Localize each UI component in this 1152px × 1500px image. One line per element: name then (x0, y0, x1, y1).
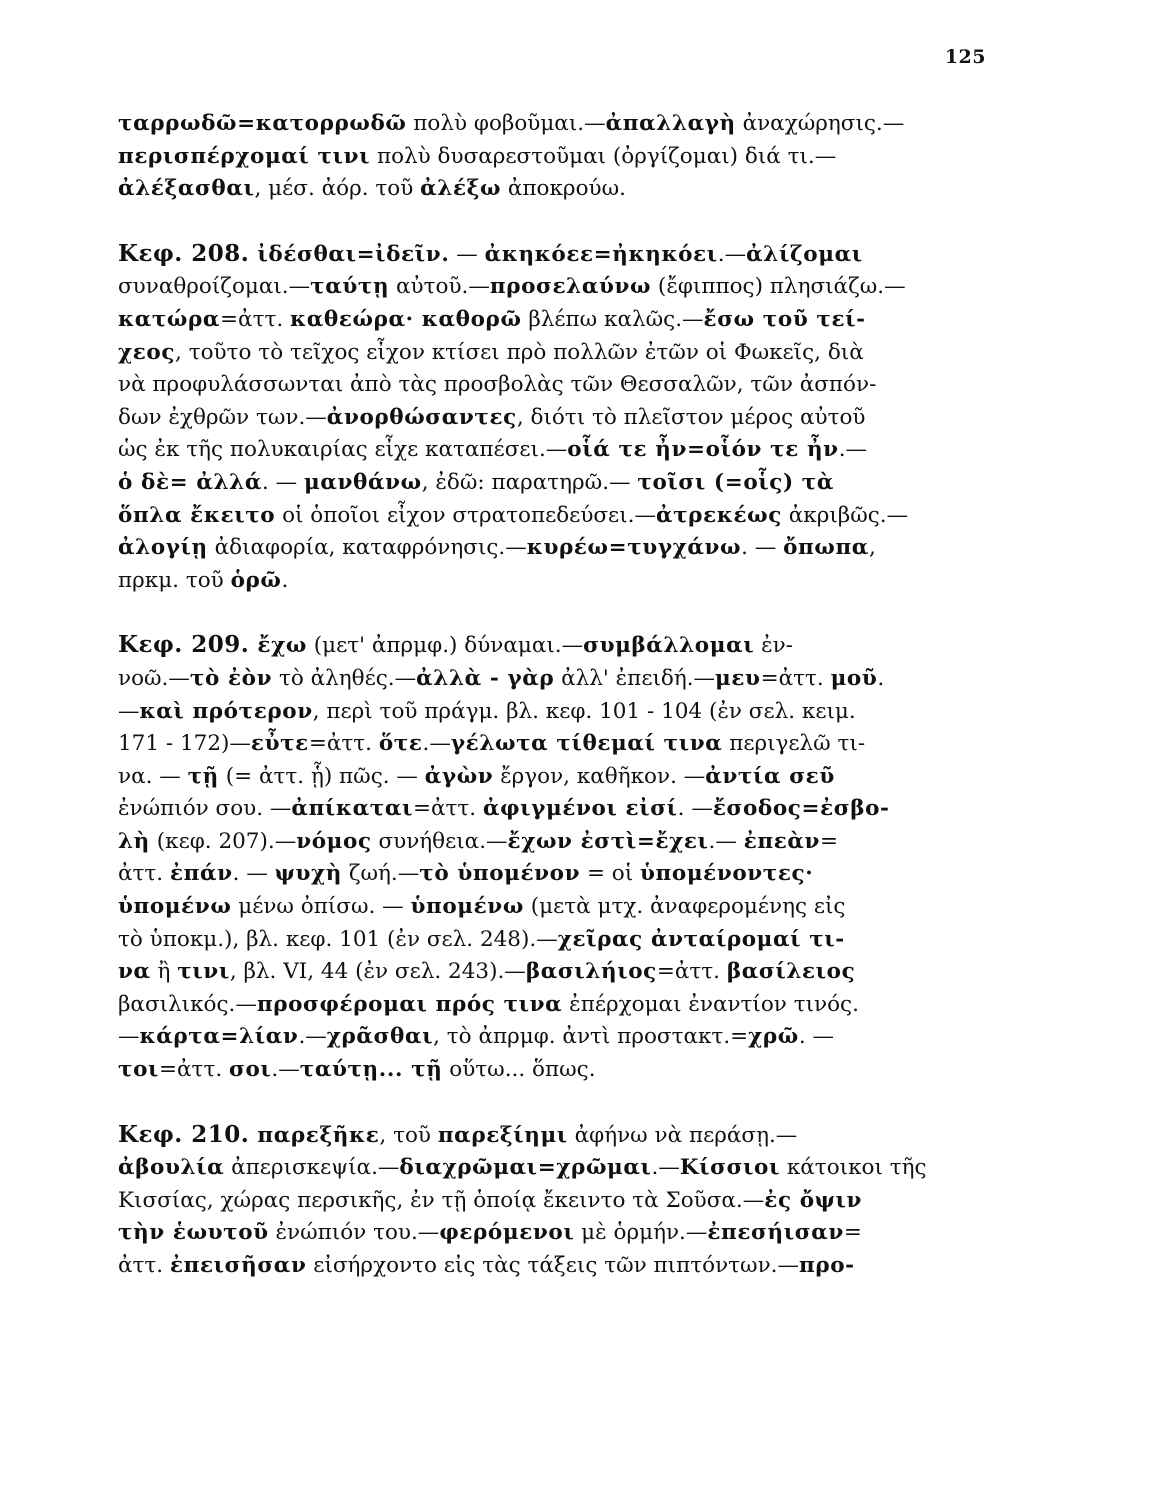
lemma-term: ἀλογίῃ (118, 535, 208, 561)
lemma-term: ὁ δὲ= ἀλλά (118, 469, 262, 495)
gloss-text: 171 - 172)— (118, 731, 251, 757)
lemma-term: ἔχω (249, 633, 307, 659)
lemma-term: ἀκηκόεε=ἠκηκόει (484, 241, 718, 267)
paragraph-gap (118, 206, 990, 238)
gloss-text: ἀφήνω νὰ περάσῃ.— (567, 1122, 798, 1148)
text-line (118, 304, 990, 337)
lemma-term: ἐπεσήισαν (707, 1220, 844, 1246)
paragraph-gap (118, 1087, 990, 1119)
gloss-text: νοῶ.— (118, 665, 190, 691)
gloss-text: .— (422, 731, 451, 757)
gloss-text: , τοῦ (379, 1122, 438, 1148)
text-line (118, 238, 990, 272)
lemma-term: ἀντία σεῦ (705, 763, 835, 789)
lemma-term: μοῦ (830, 665, 878, 691)
lemma-term: χεος (118, 339, 176, 365)
gloss-text: . (281, 567, 289, 593)
lemma-term: τινι (177, 959, 230, 985)
gloss-text: ἀλλ' ἐπειδή.— (554, 665, 716, 691)
chapter-heading: Κεφ. 208. (118, 239, 250, 267)
text-line (118, 337, 990, 370)
lemma-term: Κίσσιοι (679, 1155, 781, 1181)
lemma-term: ψυχὴ (274, 861, 343, 887)
gloss-text: (κεφ. 207).— (149, 828, 297, 854)
lemma-term: τῇ (187, 763, 219, 789)
gloss-text: μὲ ὁρμήν.— (574, 1220, 708, 1246)
glossary-text (118, 108, 990, 1283)
text-line (118, 826, 990, 859)
lemma-term: προσελαύνω (489, 274, 652, 300)
lemma-term: συμβάλλομαι (583, 633, 755, 659)
text-line (118, 1021, 990, 1054)
gloss-text: εἰσήρχοντο εἰς τὰς τάξεις τῶν πιπτόντων.— (306, 1253, 799, 1278)
lemma-term: ἀπίκαται (291, 796, 413, 822)
text-line (118, 1185, 990, 1218)
paragraph (118, 629, 990, 1086)
paragraph-gap (118, 597, 990, 629)
text-line (118, 1217, 990, 1250)
lemma-term: ὑπομένοντες· (640, 861, 814, 887)
lemma-term: χρᾶσθαι (326, 1024, 434, 1050)
page-number: 125 (944, 46, 986, 68)
gloss-text: δων ἐχθρῶν των.— (118, 404, 327, 430)
lemma-term: ὅπλα ἔκειτο (118, 502, 276, 528)
gloss-text: (= ἀττ. ᾗ) πῶς. — (218, 763, 425, 789)
gloss-text: βασιλικός.— (118, 991, 257, 1017)
text-line (118, 173, 990, 206)
lemma-term: γέλωτα τίθεμαί τινα (450, 731, 723, 757)
lemma-term: κυρέω=τυγχάνω (526, 535, 742, 561)
gloss-text: =ἀττ. (220, 306, 291, 332)
lemma-term: διαχρῶμαι=χρῶμαι (399, 1155, 652, 1181)
lemma-term: ἔσω τοῦ τεί- (703, 306, 866, 332)
gloss-text: =ἀττ. (159, 1057, 230, 1083)
text-line (118, 793, 990, 826)
gloss-text: = (843, 1220, 862, 1246)
lemma-term: περισπέρχομαί τινι (118, 143, 371, 169)
gloss-text: . — (232, 861, 275, 887)
gloss-text: — (449, 241, 485, 267)
text-line (118, 891, 990, 924)
lemma-term: προσφέρομαι πρός τινα (256, 991, 563, 1017)
gloss-text: . — (741, 535, 784, 561)
lemma-term: εὖτε (250, 731, 309, 757)
lemma-term: ὅτε (378, 731, 423, 757)
gloss-text: συναθροίζομαι.— (118, 274, 311, 300)
gloss-text: ἐνώπιόν σου. — (118, 796, 292, 822)
lemma-term: τοι (118, 1057, 160, 1083)
gloss-text: μένω ὀπίσω. — (231, 894, 411, 920)
lemma-term: ἀτρεκέως (655, 502, 782, 528)
gloss-text: ἐνώπιόν του.— (268, 1220, 440, 1246)
text-line (118, 629, 990, 663)
gloss-text: .— (298, 1024, 327, 1050)
gloss-text: περιγελῶ τι- (722, 731, 866, 757)
gloss-text: . — (677, 796, 713, 822)
gloss-text: ζωή.— (342, 861, 420, 887)
gloss-text: =ἀττ. (656, 959, 727, 985)
lemma-term: ταύτῃ... τῇ (299, 1057, 443, 1083)
gloss-text: βλέπω καλῶς.— (521, 306, 704, 332)
gloss-text: ἀκριβῶς.— (781, 502, 909, 528)
text-line (118, 467, 990, 500)
lemma-term: χρῶ (748, 1024, 799, 1050)
gloss-text: ἔργον, καθῆκον. — (493, 763, 706, 789)
lemma-term: προ- (798, 1253, 855, 1278)
gloss-text: ἀναχώρησις.— (735, 111, 905, 136)
text-line (118, 500, 990, 533)
lemma-term: ἔσοδος=ἐσβο- (712, 796, 890, 822)
text-line (118, 141, 990, 174)
gloss-text: ἐν- (754, 633, 793, 659)
lemma-term: τοῖσι (=οἷς) τὰ (637, 469, 835, 495)
gloss-text: πολὺ φοβοῦμαι.— (406, 111, 606, 136)
text-line (118, 108, 990, 141)
lemma-term: ἐπάν (169, 861, 233, 887)
lemma-term: ἐπεισῆσαν (169, 1253, 307, 1278)
gloss-text: (ἔφιππος) πλησιάζω.— (651, 274, 906, 300)
gloss-text: , βλ. VI, 44 (ἐν σελ. 243).— (229, 959, 526, 985)
gloss-text: .— (838, 437, 868, 463)
text-line (118, 696, 990, 729)
text-line (118, 565, 990, 598)
lemma-term: νόμος (296, 828, 372, 854)
gloss-text: . — (798, 1024, 835, 1050)
gloss-text: = οἱ (580, 861, 641, 887)
gloss-text: .— (271, 1057, 300, 1083)
lemma-term: ἀφιγμένοι εἰσί (482, 796, 678, 822)
text-line (118, 369, 990, 402)
text-line (118, 1119, 990, 1153)
lemma-term: παρεξίημι (437, 1122, 568, 1148)
gloss-text: = (820, 828, 839, 854)
gloss-text: , περὶ τοῦ πράγμ. βλ. κεφ. 101 - 104 (ἐν σελ. κειμ. (312, 698, 856, 724)
text-line (118, 728, 990, 761)
gloss-text: , ἐδῶ: παρατηρῶ.— (421, 469, 638, 495)
gloss-text: — (118, 698, 140, 724)
lemma-term: βασιλήιος (525, 959, 657, 985)
gloss-text: τὸ ὑποκμ.), βλ. κεφ. 101 (ἐν σελ. 248).— (118, 926, 558, 952)
gloss-text: Κισσίας, χώρας περσικῆς, ἐν τῇ ὁποίᾳ ἔκειντο τὰ Σοῦσα.— (118, 1187, 765, 1213)
text-line (118, 956, 990, 989)
chapter-heading: Κεφ. 210. (118, 1120, 250, 1148)
lemma-term: ἀβουλία (118, 1155, 225, 1181)
gloss-text: ἀποκρούω. (501, 176, 626, 202)
paragraph (118, 238, 990, 598)
gloss-text: , μέσ. ἀόρ. τοῦ (254, 176, 421, 202)
lemma-term: ἐς ὄψιν (764, 1187, 863, 1213)
lemma-term: ἔχων ἐστὶ=ἔχει (507, 828, 709, 854)
lemma-term: ἀλέξω (420, 176, 502, 202)
lemma-term: ταύτῃ (310, 274, 390, 300)
text-line (118, 1152, 990, 1185)
lemma-term: χεῖρας ἀνταίρομαί τι- (557, 926, 845, 952)
gloss-text: =ἀττ. (412, 796, 483, 822)
lemma-term: ἀγὼν (424, 763, 494, 789)
text-line (118, 924, 990, 957)
gloss-text: οὕτω... ὅπως. (442, 1057, 596, 1083)
lemma-term: φερόμενοι (439, 1220, 575, 1246)
paragraph (118, 108, 990, 206)
lemma-term: κάρτα=λίαν (139, 1024, 299, 1050)
lemma-term: κατώρα (118, 306, 221, 332)
gloss-text: συνήθεια.— (371, 828, 508, 854)
gloss-text: .— (651, 1155, 680, 1181)
gloss-text: ἀττ. (118, 1253, 170, 1278)
gloss-text: πρκμ. τοῦ (118, 567, 231, 593)
text-line (118, 1250, 990, 1283)
gloss-text: ἢ (150, 959, 178, 985)
text-line (118, 858, 990, 891)
text-line (118, 989, 990, 1022)
lemma-term: ἀλίζομαι (746, 241, 863, 267)
paragraph (118, 1119, 990, 1283)
lemma-term: ὑπομένω (410, 894, 524, 920)
lemma-term: μανθάνω (304, 469, 422, 495)
lemma-term: βασίλειος (726, 959, 856, 985)
text-line (118, 434, 990, 467)
text-line (118, 532, 990, 565)
lemma-term: ὁρῶ (230, 567, 282, 593)
lemma-term: τὸ ἐὸν (189, 665, 273, 691)
gloss-text: .— (708, 828, 744, 854)
lemma-term: παρεξῆκε (249, 1122, 380, 1148)
lemma-term: καὶ πρότερον (139, 698, 313, 724)
lemma-term: να (118, 959, 151, 985)
gloss-text: ἀπερισκεψία.— (224, 1155, 400, 1181)
lemma-term: καθεώρα· καθορῶ (290, 306, 522, 332)
lemma-term: ταρρωδῶ=κατορρωδῶ (118, 111, 407, 136)
text-line (118, 663, 990, 696)
gloss-text: .— (717, 241, 747, 267)
gloss-text: , τὸ ἀπρμφ. ἀντὶ προστακτ.= (433, 1024, 749, 1050)
chapter-heading: Κεφ. 209. (118, 631, 250, 659)
gloss-text: να. — (118, 763, 188, 789)
gloss-text: (μετὰ μτχ. ἀναφερομένης εἰς (523, 894, 846, 920)
gloss-text: οἱ ὁποῖοι εἶχον στρατοπεδεύσει.— (275, 502, 656, 528)
lemma-term: ὑπομένω (118, 894, 232, 920)
lemma-term: μευ (715, 665, 761, 691)
gloss-text: — (118, 1024, 140, 1050)
gloss-text: , (868, 535, 876, 561)
lemma-term: οἷά τε ἦν=οἷόν τε ἦν (567, 437, 839, 463)
gloss-text: ἐπέρχομαι ἐναντίον τινός. (562, 991, 859, 1017)
gloss-text: νὰ προφυλάσσωνται ἀπὸ τὰς προσβολὰς τῶν Θεσσαλῶν, τῶν ἀσπόν- (118, 372, 877, 398)
gloss-text: ἀττ. (118, 861, 170, 887)
lemma-term: ἐπεὰν (743, 828, 821, 854)
lemma-term: ἰδέσθαι=ἰδεῖν. (249, 241, 450, 267)
lemma-term: σοι (229, 1057, 272, 1083)
gloss-text: . (877, 665, 885, 691)
gloss-text: . — (261, 469, 304, 495)
text-line (118, 271, 990, 304)
lemma-term: ὄπωπα (783, 535, 869, 561)
lemma-term: τὸ ὑπομένον (419, 861, 581, 887)
lemma-term: ἀλέξασθαι (118, 176, 255, 202)
gloss-text: αὐτοῦ.— (389, 274, 490, 300)
gloss-text: , διότι τὸ πλεῖστον μέρος αὐτοῦ (516, 404, 866, 430)
lemma-term: ἀπαλλαγὴ (605, 111, 736, 136)
lemma-term: λὴ (118, 828, 150, 854)
lemma-term: ἀλλὰ - γὰρ (416, 665, 555, 691)
lemma-term: ἀνορθώσαντες (326, 404, 517, 430)
gloss-text: τὸ ἀληθές.— (272, 665, 417, 691)
text-line (118, 402, 990, 435)
gloss-text: =ἀττ. (760, 665, 831, 691)
gloss-text: κάτοικοι τῆς (780, 1155, 927, 1181)
gloss-text: (μετ' ἀπρμφ.) δύναμαι.— (306, 633, 584, 659)
gloss-text: ἀδιαφορία, καταφρόνησις.— (207, 535, 527, 561)
gloss-text: πολὺ δυσαρεστοῦμαι (ὀργίζομαι) διά τι.— (370, 143, 837, 169)
lemma-term: τὴν ἑωυτοῦ (118, 1220, 269, 1246)
text-line (118, 1054, 990, 1087)
gloss-text: , τοῦτο τὸ τεῖχος εἶχον κτίσει πρὸ πολλῶν ἐτῶν οἱ Φωκεῖς, διὰ (175, 339, 864, 365)
text-line (118, 761, 990, 794)
gloss-text: =ἀττ. (308, 731, 379, 757)
gloss-text: ὡς ἐκ τῆς πολυκαιρίας εἶχε καταπέσει.— (118, 437, 568, 463)
